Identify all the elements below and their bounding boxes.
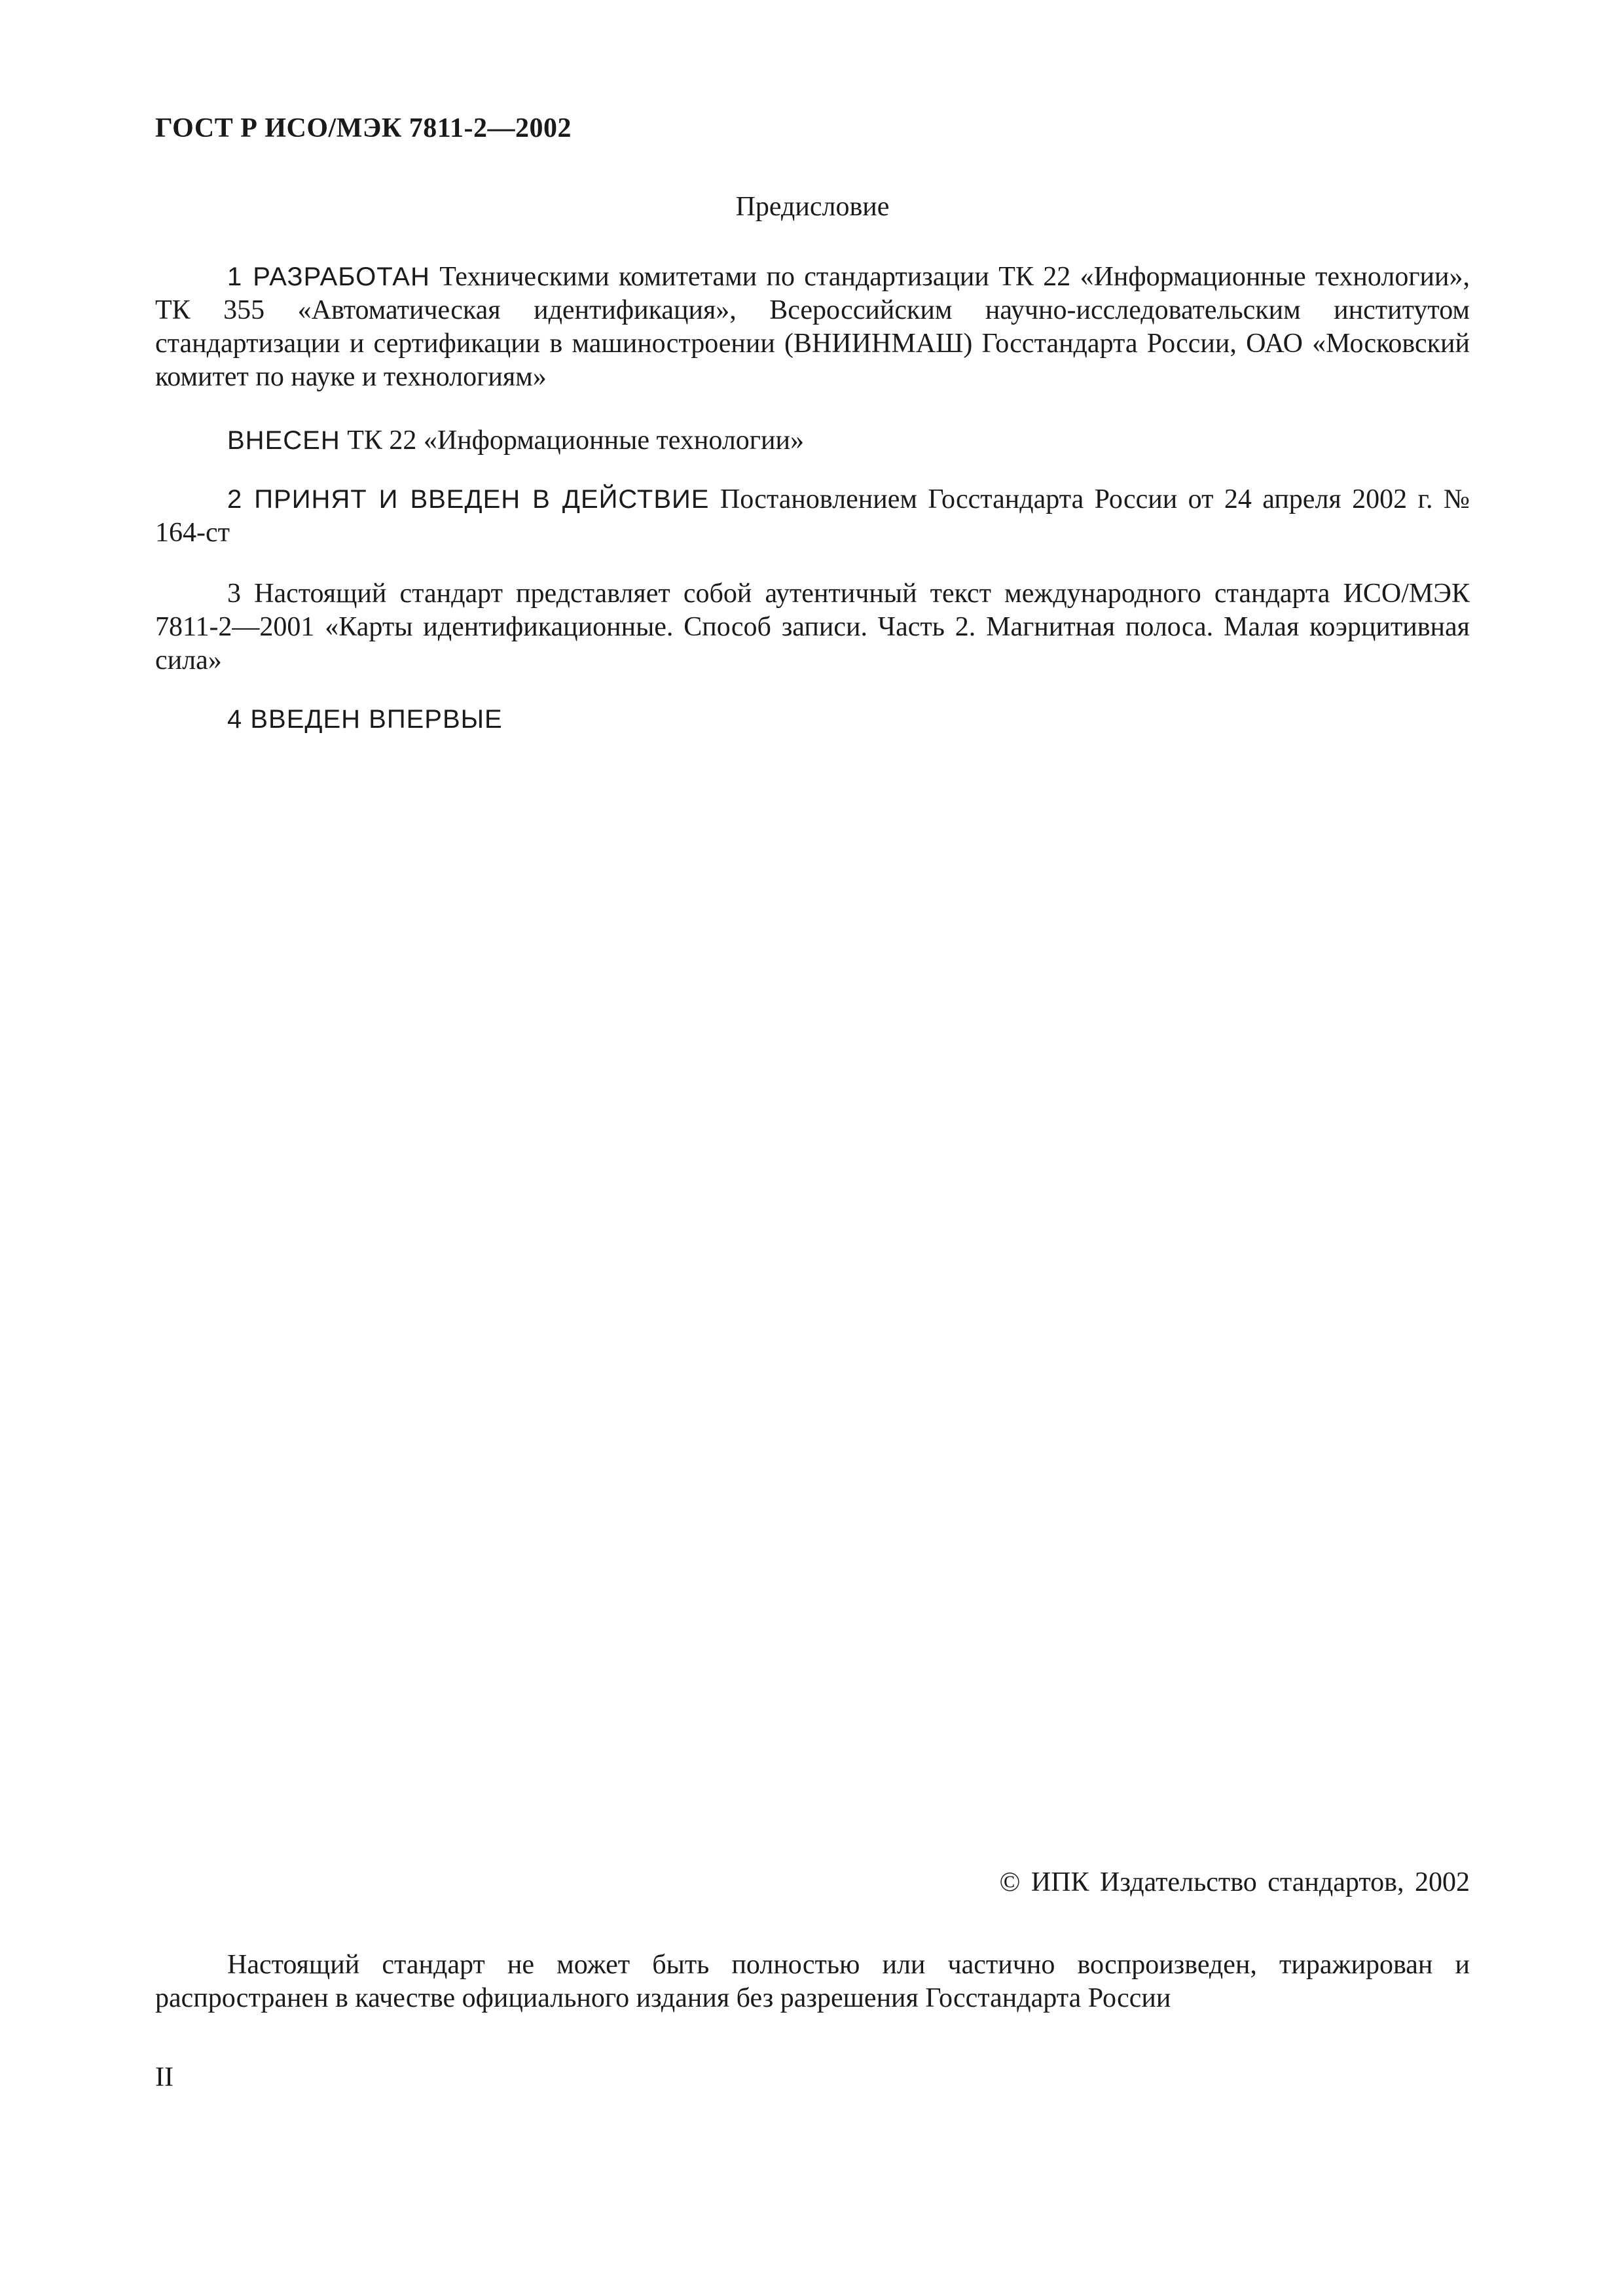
paragraph-authentic-text [155, 577, 1470, 677]
paragraph-developed-by [155, 260, 1470, 394]
paragraph-lead: ВНЕСЕН [227, 426, 340, 455]
paragraph-lead: 2 ПРИНЯТ И ВВЕДЕН В ДЕЙСТВИЕ [227, 485, 710, 514]
paragraph-text: ТК 22 «Информационные технологии» [340, 425, 804, 456]
paragraph-text: Постановлением Госстандарта России от 24 апреля 2002 г. № 164-ст [155, 484, 1470, 548]
section-title: Предисловие [735, 192, 890, 222]
paragraph-text: 3 Настоящий стандарт представляет собой аутентичный текст международного стандарта ИСО/МЭК 7811-2—2001 «Карты идентификационные. Способ записи. Часть 2. Магнитная полоса. Малая коэрцитивная сила» [155, 579, 1470, 675]
paragraph-first-introduced [155, 703, 1470, 736]
paragraph-adopted [155, 483, 1470, 550]
paragraph-introduced-by [155, 424, 1470, 457]
paragraph-lead: 4 ВВЕДЕН ВПЕРВЫЕ [227, 705, 503, 734]
page-number: II [155, 2062, 173, 2092]
paragraph-text: Техническими комитетами по стандартизации ТК 22 «Информационные технологии», ТК 355 «Автоматическая идентификация», Всероссийским научно-исследовательским институтом стандартизации и сертификации в машиностроении (ВНИИНМАШ) Госстандарта России, ОАО «Московский комитет по науке и технологиям» [155, 262, 1470, 392]
reproduction-notice: Настоящий стандарт не может быть полностью или частично воспроизведен, тиражирован и распространен в качестве официального издания без разрешения Госстандарта России [155, 1950, 1470, 2013]
paragraph-lead: 1 РАЗРАБОТАН [227, 262, 430, 291]
document-code-header: ГОСТ Р ИСО/МЭК 7811-2—2002 [155, 113, 572, 143]
copyright-notice: © ИПК Издательство стандартов, 2002 [999, 1867, 1470, 1897]
